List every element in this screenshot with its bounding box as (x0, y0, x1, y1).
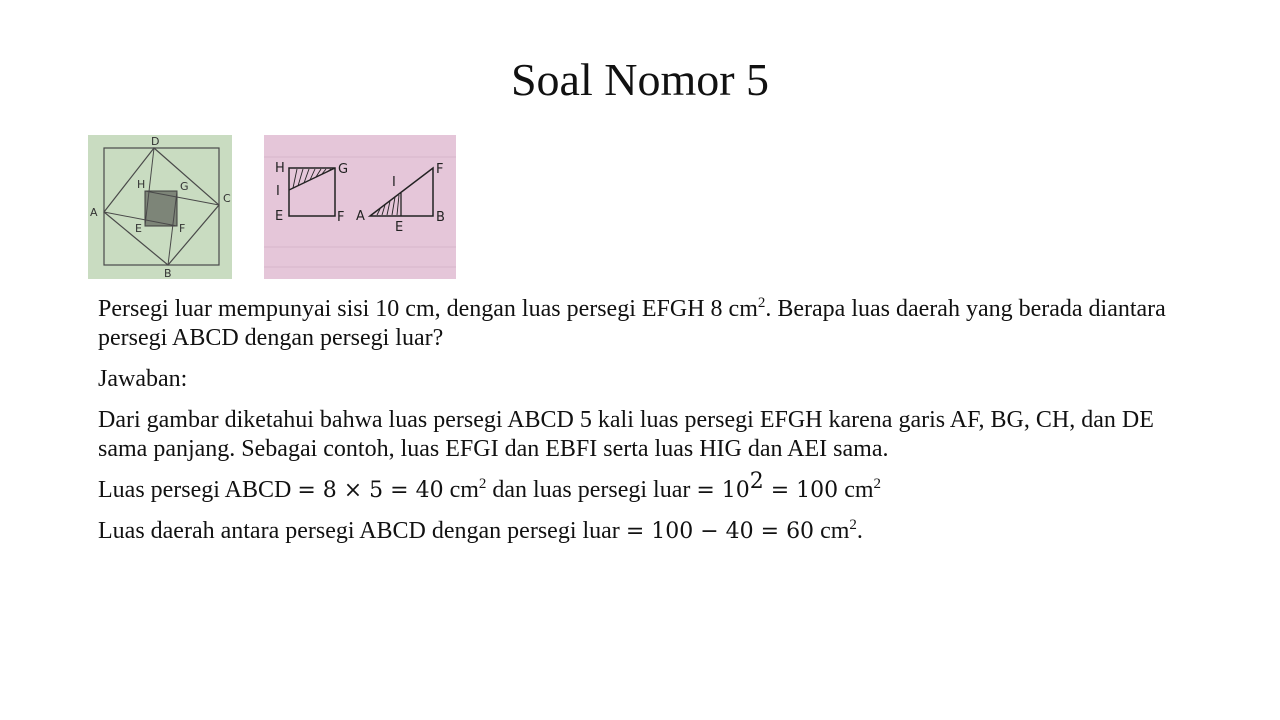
label-d: D (151, 135, 160, 148)
slide-body (98, 295, 1178, 558)
question-text (98, 295, 1178, 353)
calculation-line-1 (98, 469, 1178, 505)
calculation-line-2 (98, 517, 1178, 546)
label-h: H (137, 178, 146, 191)
slide-title: Soal Nomor 5 (510, 54, 770, 105)
hand-label-e: E (275, 209, 284, 224)
figure-square-diagram (88, 135, 232, 279)
line2-sup1: 2 (849, 517, 857, 533)
figure-handwritten-diagram (264, 135, 456, 279)
label-e: E (135, 222, 142, 235)
line1-math3: = 100 (763, 478, 839, 503)
label-c: C (223, 192, 231, 205)
hand-label-i2: I (392, 175, 396, 190)
line1-math2-sup: 2 (749, 469, 764, 494)
line1-text1: Luas persegi ABCD (98, 477, 298, 503)
line2-unit1: cm (814, 518, 850, 544)
hand-label-i: I (276, 184, 280, 199)
label-f: F (179, 222, 186, 235)
question-part2: . Berapa luas daerah yang berada diantara persegi ABCD dengan persegi luar? (98, 296, 1166, 351)
question-sup: 2 (757, 295, 766, 311)
handwritten-diagram-svg (264, 135, 456, 279)
hatch-aei (377, 195, 399, 215)
line1-unit1: cm (443, 477, 479, 503)
line1-text2: dan luas persegi luar (486, 477, 697, 503)
hand-label-f2: F (436, 162, 444, 177)
line2-end: . (856, 518, 863, 544)
answer-label: Jawaban: (98, 366, 188, 392)
square-diagram-svg (88, 135, 232, 279)
hand-label-a: A (356, 209, 365, 224)
hand-label-h: H (275, 161, 285, 176)
line1-math1: = 8 × 5 = 40 (297, 478, 444, 503)
label-a: A (90, 206, 98, 219)
hand-label-b: B (436, 210, 445, 225)
line1-unit2: cm (838, 477, 874, 503)
explanation-text: Dari gambar diketahui bahwa luas persegi ABCD 5 kali luas persegi EFGH karena garis AF, BG, CH, dan DE sama panjang. Sebagai contoh, luas EFGI dan EBFI serta luas HIG dan AEI sama. (98, 407, 1154, 462)
hand-label-e2: E (395, 220, 404, 235)
label-g: G (180, 180, 189, 193)
line1-sup2: 2 (873, 476, 882, 492)
label-b: B (164, 267, 172, 279)
question-part1: Persegi luar mempunyai sisi 10 cm, dengan luas persegi EFGH 8 cm (98, 296, 758, 322)
line2-text1: Luas daerah antara persegi ABCD dengan persegi luar (98, 518, 626, 544)
hand-label-g: G (338, 162, 349, 177)
line1-sup1: 2 (478, 476, 487, 492)
hand-label-f: F (337, 210, 345, 225)
line1-math2: = 10 (696, 478, 750, 503)
line2-math1: = 100 − 40 = 60 (625, 519, 815, 544)
